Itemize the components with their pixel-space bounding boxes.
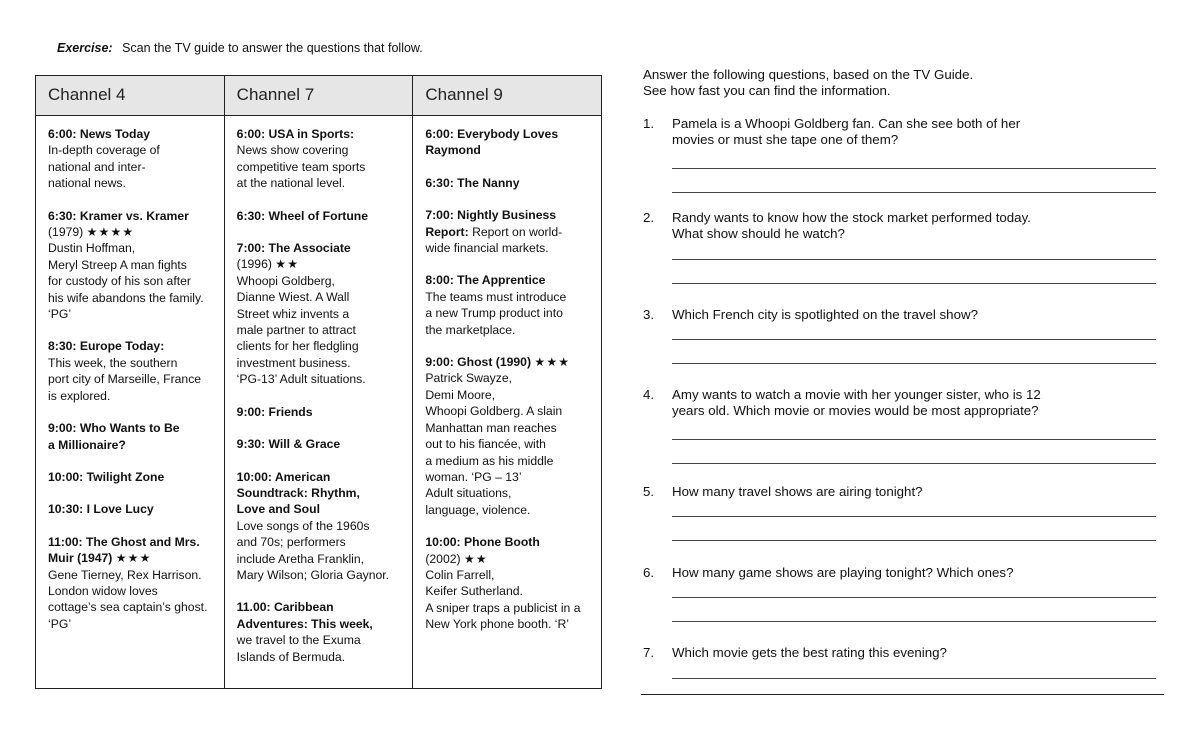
show-description: clients for her fledgling xyxy=(236,339,359,354)
question-number: 5. xyxy=(643,484,655,499)
show-listing xyxy=(48,208,216,323)
rating-stars: ★★ xyxy=(463,551,488,566)
question-text-line: What show should he watch? xyxy=(672,226,845,241)
show-title-continued: Adventures: xyxy=(236,616,308,631)
show-description: his wife abandons the family. xyxy=(48,290,204,305)
question-number: 2. xyxy=(643,210,655,225)
show-description: we travel to the Exuma xyxy=(236,633,361,648)
show-description: cottage’s sea captain’s ghost. xyxy=(48,600,208,615)
question-text xyxy=(672,645,1162,661)
answer-line[interactable] xyxy=(672,463,1156,464)
question-number: 7. xyxy=(643,645,655,660)
show-title: 7:00: Nightly Business xyxy=(425,208,557,223)
show-title: 10:00: Phone Booth xyxy=(425,535,540,550)
tv-guide-table xyxy=(35,75,602,689)
show-title-continued: (1996) xyxy=(236,257,272,272)
question-text xyxy=(672,210,1162,242)
channel-column xyxy=(36,76,225,688)
question-text xyxy=(672,116,1162,148)
show-listing xyxy=(48,534,216,632)
show-title: 10:00: Twilight Zone xyxy=(48,469,165,484)
answer-line[interactable] xyxy=(672,259,1156,260)
question-number: 1. xyxy=(643,116,655,131)
show-listing xyxy=(425,354,593,518)
show-title-continued: Love and Soul xyxy=(236,502,320,517)
channel-header: Channel 9 xyxy=(413,76,601,116)
show-title: 6:30: Kramer vs. Kramer xyxy=(48,208,189,223)
show-description: a new Trump product into xyxy=(425,306,563,321)
show-description: New York phone booth. ‘R’ xyxy=(425,617,569,632)
exercise-instruction xyxy=(57,41,423,55)
show-listing xyxy=(48,469,216,485)
channel-header: Channel 4 xyxy=(36,76,224,116)
question-text-line: Which French city is spotlighted on the travel show? xyxy=(672,307,978,322)
channel-listings xyxy=(36,116,224,632)
show-title: 6:00: Everybody Loves xyxy=(425,127,559,141)
show-listing xyxy=(425,207,593,256)
show-description: Patrick Swayze, xyxy=(425,371,513,386)
bottom-rule xyxy=(641,694,1164,695)
question-text-line: Pamela is a Whoopi Goldberg fan. Can she see both of her xyxy=(672,116,1021,131)
show-title: 9:00: Ghost (1990) xyxy=(425,355,532,370)
show-listing xyxy=(48,501,216,517)
show-title: 8:00: The Apprentice xyxy=(425,273,546,288)
question-number: 6. xyxy=(643,565,655,580)
show-listing xyxy=(237,436,405,452)
questions-intro-line-1: Answer the following questions, based on the TV Guide. xyxy=(643,67,974,82)
show-title-continued: (2002) xyxy=(425,551,461,566)
show-title-continued: (1979) xyxy=(48,225,84,240)
question-text-line: How many game shows are playing tonight? Which ones? xyxy=(672,565,1014,580)
show-listing xyxy=(237,469,405,584)
show-listing xyxy=(425,175,593,191)
show-title-continued: Raymond xyxy=(425,143,481,158)
question-number: 4. xyxy=(643,387,655,402)
question-text-line: Amy wants to watch a movie with her younger sister, who is 12 xyxy=(672,387,1041,402)
show-description: for custody of his son after xyxy=(48,274,191,289)
show-listing xyxy=(237,208,405,224)
show-description: the marketplace. xyxy=(425,322,516,337)
question-text xyxy=(672,565,1162,581)
show-description: A sniper traps a publicist in a xyxy=(425,600,581,615)
show-description: The teams must introduce xyxy=(425,289,567,304)
question-text-line: Which movie gets the best rating this evening? xyxy=(672,645,947,660)
answer-line[interactable] xyxy=(672,168,1156,169)
answer-line[interactable] xyxy=(672,597,1156,598)
show-description: a medium as his middle xyxy=(425,453,554,468)
show-title: 7:00: The Associate xyxy=(236,241,351,256)
channel-column xyxy=(225,76,414,688)
show-description: Gene Tierney, Rex Harrison. xyxy=(48,567,202,582)
show-description: port city of Marseille, France xyxy=(48,372,202,387)
show-description: out to his fiancée, with xyxy=(425,437,546,452)
show-description: Demi Moore, xyxy=(425,387,496,402)
show-description: Manhattan man reaches xyxy=(425,420,557,435)
show-description: Whoopi Goldberg. A slain xyxy=(425,404,563,419)
show-description: Keifer Sutherland. xyxy=(425,584,523,599)
show-listing xyxy=(237,404,405,420)
show-description: investment business. xyxy=(236,355,351,370)
answer-line[interactable] xyxy=(672,339,1156,340)
answer-line[interactable] xyxy=(672,283,1156,284)
questions-intro xyxy=(643,67,973,99)
show-description: Street whiz invents a xyxy=(236,306,350,321)
show-title: 11:00: The Ghost and Mrs. xyxy=(48,534,200,549)
show-description: Mary Wilson; Gloria Gaynor. xyxy=(236,567,390,582)
show-description: This week, the southern xyxy=(48,355,178,370)
rating-stars: ★★★ xyxy=(115,551,152,566)
show-description: Adult situations, xyxy=(425,486,512,501)
show-listing xyxy=(425,534,593,632)
channel-listings xyxy=(225,116,413,665)
channel-column xyxy=(413,76,601,688)
show-title-continued: Muir (1947) xyxy=(48,551,113,566)
show-title: 6:00: USA in Sports: xyxy=(236,127,355,141)
show-title: 10:30: I Love Lucy xyxy=(48,502,154,517)
show-description: Love songs of the 1960s xyxy=(236,518,370,533)
show-description: national news. xyxy=(48,176,126,191)
show-title: 10:00: American xyxy=(236,469,331,484)
show-title: 6:30: Wheel of Fortune xyxy=(236,208,369,223)
show-description: Colin Farrell, xyxy=(425,567,495,582)
show-description: ‘PG’ xyxy=(48,616,72,631)
show-description: News show covering xyxy=(236,143,349,158)
show-listing xyxy=(237,240,405,388)
show-title: 8:30: Europe Today: xyxy=(48,339,165,354)
show-listing xyxy=(48,126,216,192)
show-description: language, violence. xyxy=(425,502,531,517)
show-description: woman. ‘PG – 13’ xyxy=(425,469,522,484)
show-title: 9:00: Who Wants to Be xyxy=(48,421,180,436)
answer-line[interactable] xyxy=(672,678,1156,679)
show-description: at the national level. xyxy=(236,176,346,191)
show-description: wide financial markets. xyxy=(425,241,549,256)
show-description: competitive team sports xyxy=(236,159,366,174)
show-listing xyxy=(237,599,405,665)
show-listing xyxy=(425,126,593,159)
show-description: Dianne Wiest. A Wall xyxy=(236,290,350,305)
answer-line[interactable] xyxy=(672,540,1156,541)
channel-header: Channel 7 xyxy=(225,76,413,116)
show-description: national and inter- xyxy=(48,159,146,174)
show-title-continued: a Millionaire? xyxy=(48,437,126,452)
answer-line[interactable] xyxy=(672,516,1156,517)
rating-stars: ★★ xyxy=(275,257,300,272)
show-description: include Aretha Franklin, xyxy=(236,551,365,566)
questions-intro-line-2: See how fast you can find the information. xyxy=(643,83,891,98)
show-title: 11.00: Caribbean xyxy=(236,600,334,615)
show-description-inline: Report on world- xyxy=(468,224,563,239)
show-listing xyxy=(425,272,593,338)
question-text xyxy=(672,307,1162,323)
exercise-label: Exercise: xyxy=(57,41,113,55)
answer-line[interactable] xyxy=(672,621,1156,622)
channel-listings xyxy=(413,116,601,633)
show-description: Islands of Bermuda. xyxy=(236,649,346,664)
show-description: and 70s; performers xyxy=(236,535,346,550)
rating-stars: ★★★ xyxy=(534,355,571,370)
answer-line[interactable] xyxy=(672,192,1156,193)
show-description: Meryl Streep A man fights xyxy=(48,257,187,272)
question-text-line: How many travel shows are airing tonight? xyxy=(672,484,923,499)
question-number: 3. xyxy=(643,307,655,322)
question-text xyxy=(672,387,1162,419)
show-listing xyxy=(48,338,216,404)
show-description: Whoopi Goldberg, xyxy=(236,273,335,288)
exercise-text: Scan the TV guide to answer the questions that follow. xyxy=(122,41,423,55)
show-listing xyxy=(48,420,216,453)
show-title: 9:00: Friends xyxy=(236,404,313,419)
show-title: 6:30: The Nanny xyxy=(425,175,520,190)
show-description: ‘PG-13’ Adult situations. xyxy=(236,372,366,387)
show-description: In-depth coverage of xyxy=(48,143,160,158)
show-title-continued: Report: xyxy=(425,224,469,239)
show-description: is explored. xyxy=(48,388,111,403)
show-description: Dustin Hoffman, xyxy=(48,241,136,256)
show-title-continued: Soundtrack: Rhythm, xyxy=(236,485,360,500)
answer-line[interactable] xyxy=(672,439,1156,440)
show-description-inline: This week, xyxy=(307,616,373,631)
show-title: 6:00: News Today xyxy=(48,127,151,141)
show-description: ‘PG’ xyxy=(48,307,72,322)
show-description: London widow loves xyxy=(48,583,158,598)
show-title: 9:30: Will & Grace xyxy=(236,437,341,452)
show-listing xyxy=(237,126,405,192)
show-description: male partner to attract xyxy=(236,323,356,338)
answer-line[interactable] xyxy=(672,363,1156,364)
question-text xyxy=(672,484,1162,500)
rating-stars: ★★★★ xyxy=(86,225,135,240)
question-text-line: Randy wants to know how the stock market performed today. xyxy=(672,210,1031,225)
question-text-line: movies or must she tape one of them? xyxy=(672,132,899,147)
question-text-line: years old. Which movie or movies would be most appropriate? xyxy=(672,403,1039,418)
